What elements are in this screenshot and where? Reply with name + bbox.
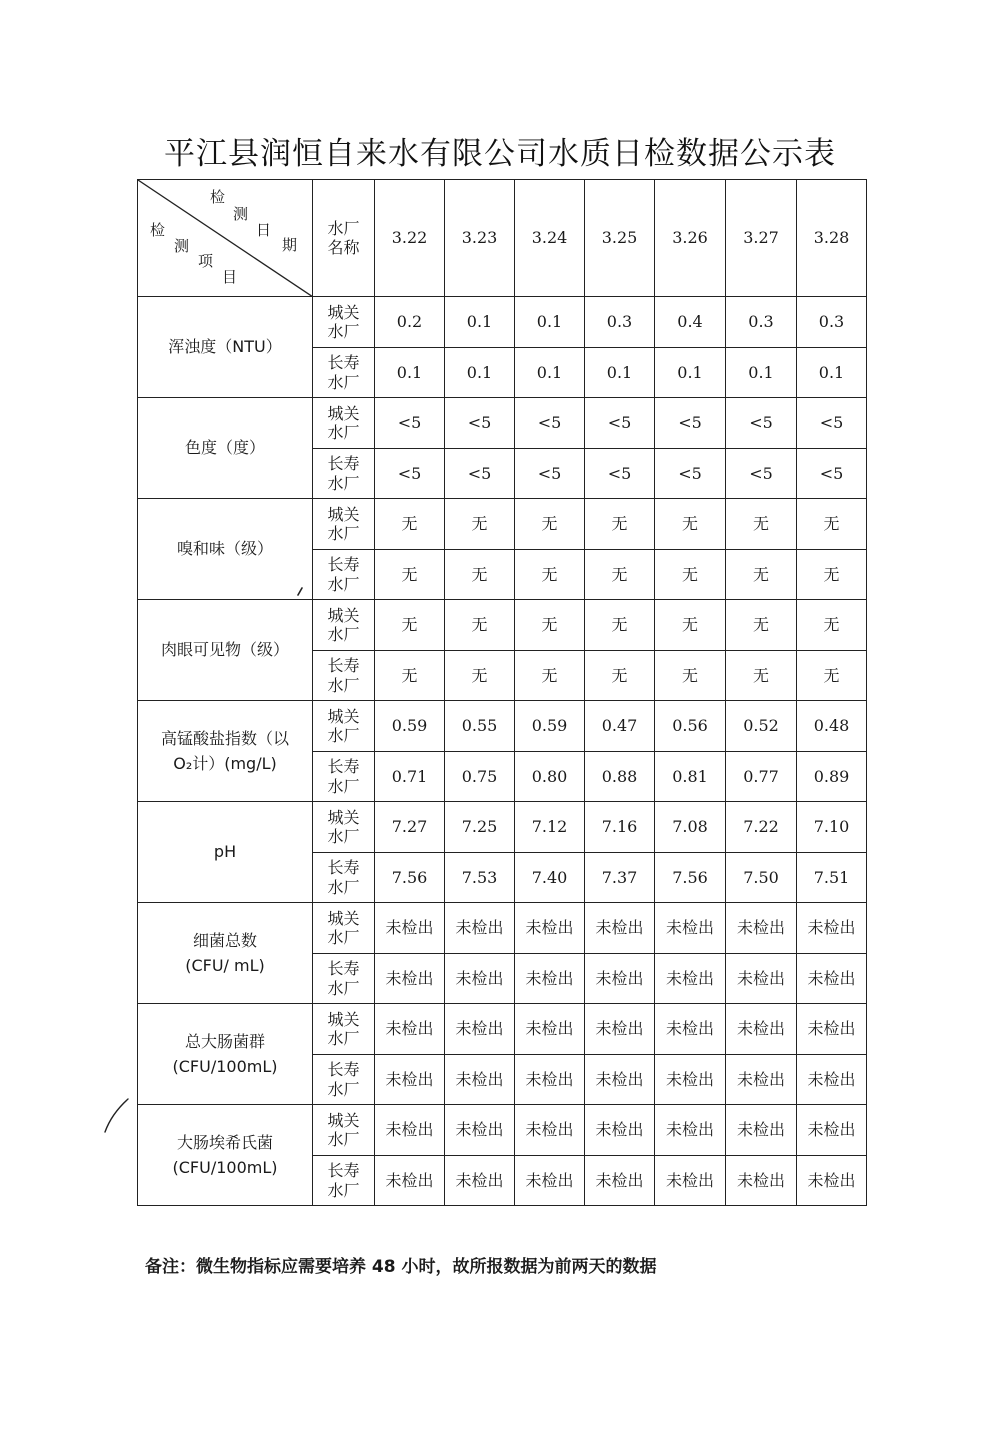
test-item-label: pH [213,842,237,862]
value-cell: <5 [375,398,445,449]
plant-name-line: 水厂 [327,978,360,998]
diagonal-header-cell [138,180,313,297]
plant-name-line: 城关 [327,706,360,726]
value-cell: 无 [445,499,515,550]
value-cell: 未检出 [445,903,515,954]
table-row [138,701,867,752]
value-cell: 未检出 [797,903,867,954]
plant-name-line: 水厂 [327,877,360,897]
item-label-char: 项 [198,252,214,270]
plant-name-cell [313,701,375,752]
value-cell: 未检出 [445,1156,515,1206]
value-cell: 0.1 [445,297,515,348]
value-cell: 未检出 [655,1004,726,1055]
table-row [138,1004,867,1055]
test-item-label: 色度（度） [184,438,265,458]
value-cell: <5 [515,398,585,449]
date-header: 3.25 [585,180,655,297]
value-cell: 未检出 [375,1156,445,1206]
value-cell: 0.47 [585,701,655,752]
value-cell: 7.50 [726,853,797,903]
value-cell: 无 [585,550,655,600]
value-cell: 未检出 [797,1105,867,1156]
plant-name-cell [313,802,375,853]
value-cell: 7.53 [445,853,515,903]
value-cell: <5 [375,449,445,499]
plant-name-cell [313,600,375,651]
value-cell: 无 [655,499,726,550]
value-cell: 7.16 [585,802,655,853]
value-cell: 无 [655,600,726,651]
table-row [138,398,867,449]
value-cell: 未检出 [797,1004,867,1055]
value-cell: 未检出 [655,903,726,954]
value-cell: 无 [515,600,585,651]
value-cell: 0.56 [655,701,726,752]
plant-header-line: 名称 [327,238,360,257]
plant-name-cell [313,550,375,600]
value-cell: 未检出 [797,1156,867,1206]
plant-name-line: 城关 [327,605,360,625]
plant-name-line: 水厂 [327,524,360,543]
value-cell: 未检出 [445,1105,515,1156]
test-item-cell [138,499,313,600]
plant-name-cell [313,449,375,499]
value-cell: 无 [726,651,797,701]
value-cell: 未检出 [797,954,867,1004]
plant-name-cell [313,954,375,1004]
test-item-label: O₂计）(mg/L) [173,754,277,773]
test-item-cell [138,600,313,701]
value-cell: 0.80 [515,752,585,802]
test-item-cell [138,297,313,398]
value-cell: 7.25 [445,802,515,853]
value-cell: 0.2 [375,297,445,348]
value-cell: 未检出 [445,1055,515,1105]
date-label-char: 检 [210,188,226,206]
value-cell: 无 [726,550,797,600]
value-cell: 无 [585,651,655,701]
value-cell: 0.89 [797,752,867,802]
value-cell: 0.1 [726,348,797,398]
value-cell: 未检出 [445,1004,515,1055]
table-row [138,499,867,550]
value-cell: 未检出 [726,1055,797,1105]
value-cell: <5 [585,449,655,499]
date-header: 3.24 [515,180,585,297]
value-cell: 未检出 [726,1156,797,1206]
value-cell: 0.1 [515,348,585,398]
value-cell: 0.52 [726,701,797,752]
value-cell: 0.3 [726,297,797,348]
test-item-cell [138,1004,313,1105]
test-item-label: (CFU/ mL) [185,956,265,975]
value-cell: 未检出 [585,954,655,1004]
value-cell: 无 [445,651,515,701]
plant-name-line: 长寿 [327,353,360,373]
value-cell: 0.75 [445,752,515,802]
value-cell: 未检出 [515,1105,585,1156]
date-header: 3.28 [797,180,867,297]
value-cell: 未检出 [375,954,445,1004]
value-cell: 无 [515,651,585,701]
value-cell: 7.37 [585,853,655,903]
plant-name-line: 城关 [327,403,360,423]
plant-name-line: 长寿 [327,555,360,575]
value-cell: 未检出 [585,1156,655,1206]
plant-name-line: 水厂 [327,776,360,796]
plant-name-cell [313,348,375,398]
plant-name-cell [313,853,375,903]
value-cell: 未检出 [797,1055,867,1105]
value-cell: 0.1 [797,348,867,398]
test-item-cell [138,398,313,499]
table-row [138,297,867,348]
plant-name-line: 水厂 [327,1079,360,1099]
value-cell: 无 [585,499,655,550]
value-cell: 无 [797,499,867,550]
plant-header-line: 水厂 [327,218,360,238]
value-cell: 未检出 [726,1105,797,1156]
value-cell: 7.40 [515,853,585,903]
value-cell: 未检出 [585,903,655,954]
date-header: 3.27 [726,180,797,297]
plant-name-line: 水厂 [327,1029,360,1048]
value-cell: 未检出 [515,1055,585,1105]
value-cell: 无 [375,499,445,550]
value-cell: <5 [445,449,515,499]
test-item-label: 肉眼可见物（级） [160,640,289,660]
value-cell: 无 [515,499,585,550]
value-cell: 0.71 [375,752,445,802]
value-cell: 无 [375,600,445,651]
plant-name-line: 长寿 [327,858,360,878]
table-row [138,802,867,853]
value-cell: 无 [445,550,515,600]
plant-name-line: 水厂 [327,726,360,745]
plant-name-cell [313,651,375,701]
plant-name-cell [313,1055,375,1105]
value-cell: <5 [585,398,655,449]
plant-name-line: 水厂 [327,372,360,392]
date-header: 3.26 [655,180,726,297]
footnote: 备注：微生物指标应需要培养 48 小时，故所报数据为前两天的数据 [145,1257,657,1277]
test-item-label: (CFU/100mL) [172,1057,278,1076]
value-cell: 0.1 [445,348,515,398]
plant-name-line: 长寿 [327,757,360,777]
plant-name-line: 水厂 [327,625,360,644]
value-cell: 7.56 [375,853,445,903]
item-label-char: 测 [174,237,190,255]
value-cell: 未检出 [375,1055,445,1105]
table-row [138,1105,867,1156]
date-label-char: 测 [233,205,249,223]
date-label-char: 日 [256,221,272,239]
value-cell: 未检出 [585,1004,655,1055]
plant-name-cell [313,903,375,954]
test-item-label: 总大肠菌群 [184,1031,265,1051]
value-cell: 无 [445,600,515,651]
table-row [138,600,867,651]
test-item-label: 高锰酸盐指数（以 [160,728,289,748]
plant-name-cell [313,752,375,802]
plant-name-cell [313,1105,375,1156]
test-item-label: 大肠埃希氏菌 [176,1132,273,1152]
plant-name-cell [313,499,375,550]
value-cell: 未检出 [726,903,797,954]
value-cell: 0.1 [375,348,445,398]
value-cell: 0.77 [726,752,797,802]
value-cell: <5 [797,449,867,499]
plant-name-line: 城关 [327,504,360,524]
value-cell: 无 [797,651,867,701]
value-cell: 无 [726,600,797,651]
value-cell: 未检出 [515,1004,585,1055]
value-cell: 无 [375,651,445,701]
test-item-cell [138,903,313,1004]
value-cell: 无 [655,651,726,701]
value-cell: 0.3 [585,297,655,348]
plant-name-cell [313,297,375,348]
date-header: 3.23 [445,180,515,297]
plant-name-line: 水厂 [327,827,360,846]
test-item-label: 嗅和味（级） [176,539,273,559]
header-row [138,180,867,297]
value-cell: 0.88 [585,752,655,802]
value-cell: 未检出 [655,954,726,1004]
item-label-char: 检 [150,221,166,239]
value-cell: 7.56 [655,853,726,903]
plant-name-line: 水厂 [327,574,360,594]
page-title: 平江县润恒自来水有限公司水质日检数据公示表 [164,136,836,172]
plant-name-header [313,180,375,297]
value-cell: <5 [726,398,797,449]
value-cell: 7.08 [655,802,726,853]
value-cell: 无 [726,499,797,550]
value-cell: 无 [375,550,445,600]
value-cell: 0.48 [797,701,867,752]
pen-mark [294,586,306,598]
value-cell: 无 [515,550,585,600]
plant-name-cell [313,1004,375,1055]
plant-name-cell [313,1156,375,1206]
value-cell: 无 [655,550,726,600]
plant-name-line: 水厂 [327,322,360,341]
plant-name-line: 长寿 [327,959,360,979]
value-cell: 未检出 [655,1055,726,1105]
water-quality-table [137,179,867,1206]
value-cell: 未检出 [515,1156,585,1206]
value-cell: 7.12 [515,802,585,853]
plant-name-line: 城关 [327,908,360,928]
value-cell: 0.1 [585,348,655,398]
date-label-char: 期 [282,236,298,254]
value-cell: 0.4 [655,297,726,348]
value-cell: 0.1 [515,297,585,348]
value-cell: 未检出 [726,1004,797,1055]
value-cell: 无 [797,600,867,651]
plant-name-line: 水厂 [327,1180,360,1200]
value-cell: <5 [515,449,585,499]
table-row [138,903,867,954]
plant-name-line: 水厂 [327,423,360,442]
plant-name-line: 水厂 [327,473,360,493]
plant-name-line: 城关 [327,1110,360,1130]
value-cell: 0.59 [515,701,585,752]
value-cell: 未检出 [515,954,585,1004]
date-header: 3.22 [375,180,445,297]
value-cell: 7.27 [375,802,445,853]
value-cell: <5 [655,398,726,449]
value-cell: 未检出 [515,903,585,954]
plant-name-line: 水厂 [327,675,360,695]
test-item-cell [138,1105,313,1206]
value-cell: 无 [585,600,655,651]
value-cell: 0.55 [445,701,515,752]
value-cell: <5 [655,449,726,499]
plant-name-line: 水厂 [327,1130,360,1149]
test-item-cell [138,802,313,903]
test-item-cell [138,701,313,802]
plant-name-line: 城关 [327,1009,360,1029]
value-cell: 未检出 [655,1105,726,1156]
value-cell: 未检出 [375,903,445,954]
value-cell: 未检出 [655,1156,726,1206]
value-cell: <5 [445,398,515,449]
plant-name-line: 城关 [327,807,360,827]
value-cell: 0.81 [655,752,726,802]
test-item-label: (CFU/100mL) [172,1158,278,1177]
plant-name-line: 长寿 [327,656,360,676]
value-cell: 0.3 [797,297,867,348]
plant-name-line: 城关 [327,302,360,322]
value-cell: 0.59 [375,701,445,752]
item-label-char: 目 [222,268,238,286]
value-cell: 7.51 [797,853,867,903]
plant-name-line: 水厂 [327,928,360,947]
value-cell: 7.10 [797,802,867,853]
plant-name-line: 长寿 [327,1060,360,1080]
plant-name-line: 长寿 [327,1161,360,1181]
value-cell: <5 [726,449,797,499]
value-cell: 无 [797,550,867,600]
test-item-label: 细菌总数 [192,930,257,950]
value-cell: 未检出 [375,1004,445,1055]
value-cell: 未检出 [445,954,515,1004]
pen-mark [100,1096,132,1136]
plant-name-cell [313,398,375,449]
value-cell: 7.22 [726,802,797,853]
value-cell: 0.1 [655,348,726,398]
value-cell: <5 [797,398,867,449]
test-item-label: 浑浊度（NTU） [168,337,282,357]
value-cell: 未检出 [375,1105,445,1156]
value-cell: 未检出 [585,1055,655,1105]
plant-name-line: 长寿 [327,454,360,474]
value-cell: 未检出 [726,954,797,1004]
value-cell: 未检出 [585,1105,655,1156]
